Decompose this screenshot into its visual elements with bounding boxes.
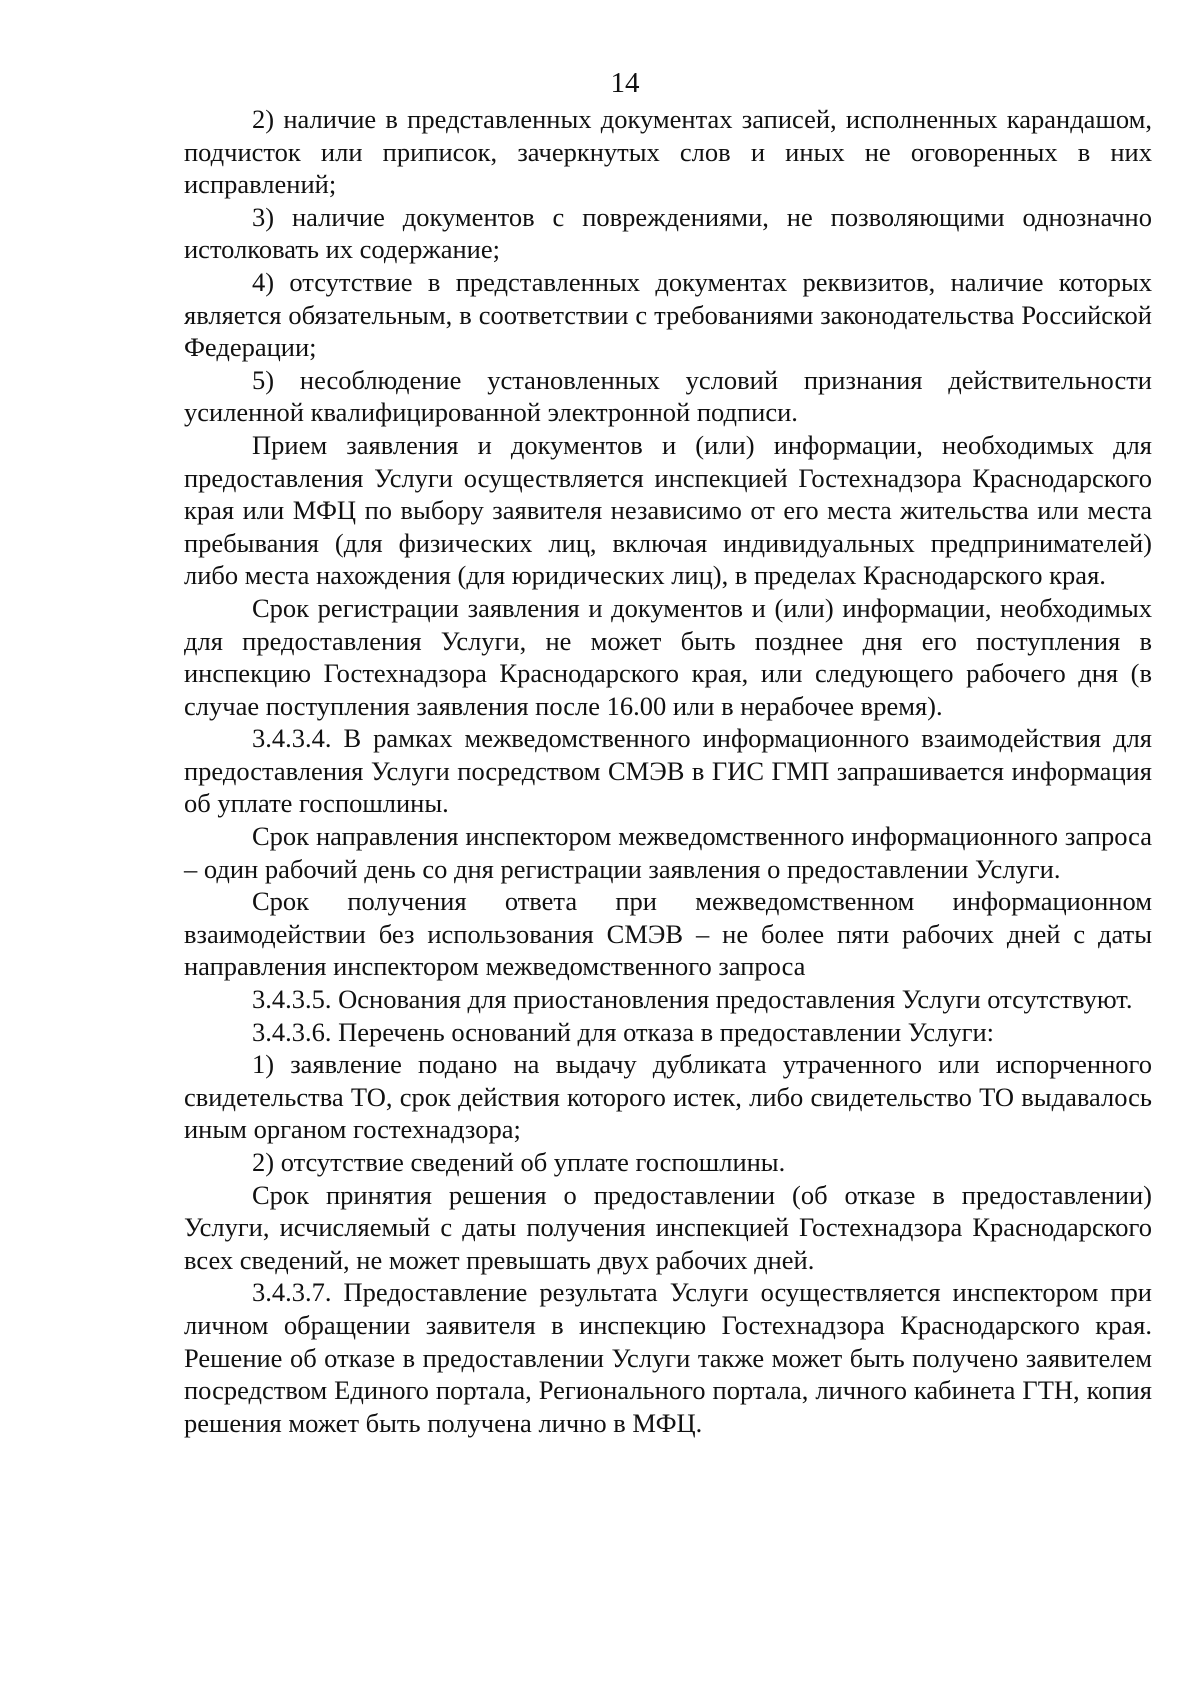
paragraph: 3) наличие документов с повреждениями, не позволяющими однозначно истолковать их содержание;: [184, 201, 1152, 265]
paragraph: Срок получения ответа при межведомственном информационном взаимодействии без использования СМЭВ – не более пяти рабочих дней с даты направления инспектором межведомственного запроса: [184, 886, 1152, 982]
paragraph: 3.4.3.4. В рамках межведомственного информационного взаимодействия для предоставления Услуги посредством СМЭВ в ГИС ГМП запрашивается информация об уплате госпошлины.: [184, 723, 1152, 819]
paragraph: Срок регистрации заявления и документов и (или) информации, необходимых для предоставления Услуги, не может быть позднее дня его поступления в инспекцию Гостехнадзора Краснодарского края, или следующего рабочего дня (в случае поступления заявления после 16.00 или в нерабочее время).: [184, 592, 1152, 721]
paragraph: 3.4.3.7. Предоставление результата Услуги осуществляется инспектором при личном обращении заявителя в инспекцию Гостехнадзора Краснодарского края. Решение об отказе в предоставлении Услуги также может быть получено заявителем посредством Единого портала, Регионального портала, личного кабинета ГТН, копия решения может быть получена лично в МФЦ.: [184, 1277, 1152, 1438]
paragraph: Срок принятия решения о предоставлении (об отказе в предоставлении) Услуги, исчисляемый с даты получения инспекцией Гостехнадзора Краснодарского всех сведений, не может превышать двух рабочих дней.: [184, 1179, 1152, 1275]
paragraph: Прием заявления и документов и (или) информации, необходимых для предоставления Услуги осуществляется инспекцией Гостехнадзора Краснодарского края или МФЦ по выбору заявителя независимо от его места жительства или места пребывания (для физических лиц, включая индивидуальных предпринимателей) либо места нахождения (для юридических лиц), в пределах Краснодарского края.: [184, 429, 1152, 591]
paragraph: 1) заявление подано на выдачу дубликата утраченного или испорченного свидетельства ТО, срок действия которого истек, либо свидетельство ТО выдавалось иным органом гостехнадзора;: [184, 1049, 1152, 1145]
page-number: 14: [610, 67, 640, 99]
paragraph: 3.4.3.5. Основания для приостановления предоставления Услуги отсутствуют.: [252, 984, 1133, 1015]
paragraph: 2) наличие в представленных документах записей, исполненных карандашом, подчисток или приписок, зачеркнутых слов и иных не оговоренных в них исправлений;: [184, 104, 1152, 200]
paragraph: 3.4.3.6. Перечень оснований для отказа в предоставлении Услуги:: [252, 1016, 994, 1047]
paragraph: 4) отсутствие в представленных документах реквизитов, наличие которых является обязательным, в соответствии с требованиями законодательства Российской Федерации;: [184, 266, 1152, 363]
paragraph: Срок направления инспектором межведомственного информационного запроса – один рабочий день со дня регистрации заявления о предоставлении Услуги.: [184, 821, 1152, 884]
paragraph: 5) несоблюдение установленных условий признания действительности усиленной квалифицированной электронной подписи.: [184, 364, 1152, 428]
document-body: [184, 103, 1152, 1439]
paragraph: 2) отсутствие сведений об уплате госпошлины.: [252, 1147, 786, 1177]
